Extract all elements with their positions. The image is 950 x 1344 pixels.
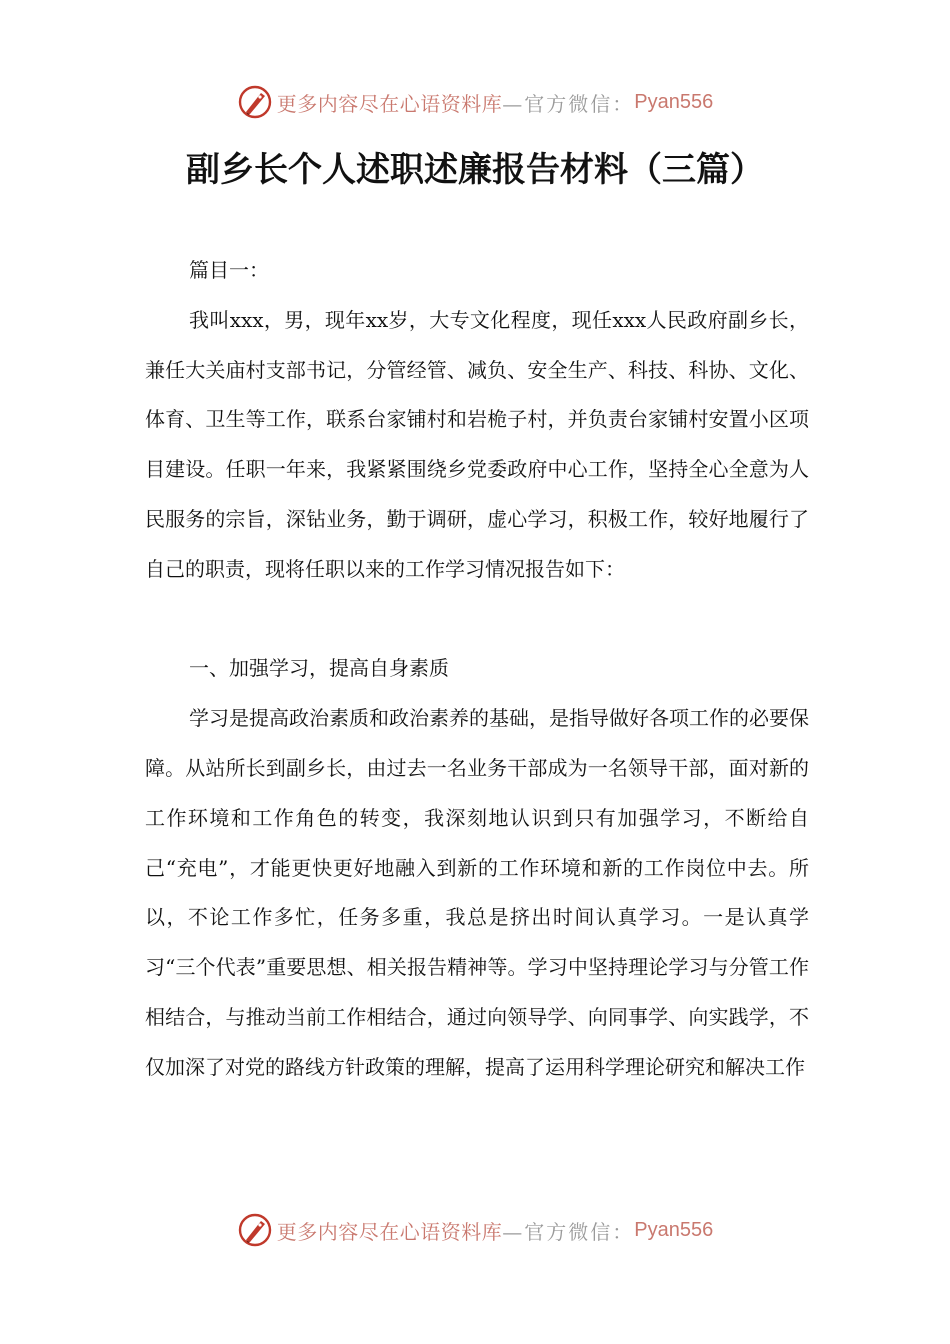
- intro-paragraph: 我叫xxx，男，现年xx岁，大专文化程度，现任xxx人民政府副乡长，兼任大关庙村支部书记，分管经管、减负、安全生产、科技、科协、文化、体育、卫生等工作，联系台家铺村和岩桅子村，并负责台家铺村安置小区项目建设。任职一年来，我紧紧围绕乡党委政府中心工作，坚持全心全意为人民服务的宗旨，深钻业务，勤于调研，虚心学习，积极工作，较好地履行了自己的职责，现将任职以来的工作学习情况报告如下：: [145, 307, 809, 581]
- paragraph-gap: [145, 595, 809, 645]
- pen-nib-logo-icon: [237, 84, 273, 120]
- watermark-wechat-id: Pyan556: [634, 1218, 714, 1241]
- watermark-wechat-id: Pyan556: [634, 90, 714, 113]
- pen-nib-logo-icon: [237, 1212, 273, 1248]
- watermark-wechat-label: —官方微信：: [502, 1219, 635, 1244]
- section-label: 篇目一：: [189, 258, 269, 282]
- watermark-text: 更多内容尽在心语资料库: [276, 91, 503, 116]
- watermark-text: 更多内容尽在心语资料库: [276, 1219, 503, 1244]
- watermark-wechat-label: —官方微信：: [502, 91, 635, 116]
- document-body: [145, 246, 809, 1093]
- document-title: 副乡长个人述职述廉报告材料（三篇）: [186, 150, 764, 190]
- footer-watermark-banner: [0, 1208, 950, 1252]
- header-watermark-banner: [0, 80, 950, 124]
- section-heading: 一、加强学习，提高自身素质: [189, 656, 449, 681]
- body-paragraph: 学习是提高政治素质和政治素养的基础，是指导做好各项工作的必要保障。从站所长到副乡长，由过去一名业务干部成为一名领导干部，面对新的工作环境和工作角色的转变，我深刻地认识到只有加强学习，不断给自己“充电”，才能更快更好地融入到新的工作环境和新的工作岗位中去。所以，不论工作多忙，任务多重，我总是挤出时间认真学习。一是认真学习“三个代表”重要思想、相关报告精神等。学习中坚持理论学习与分管工作相结合，与推动当前工作相结合，通过向领导学、向同事学、向实践学，不仅加深了对党的路线方针政策的理解，提高了运用科学理论研究和解决工作: [145, 706, 809, 1079]
